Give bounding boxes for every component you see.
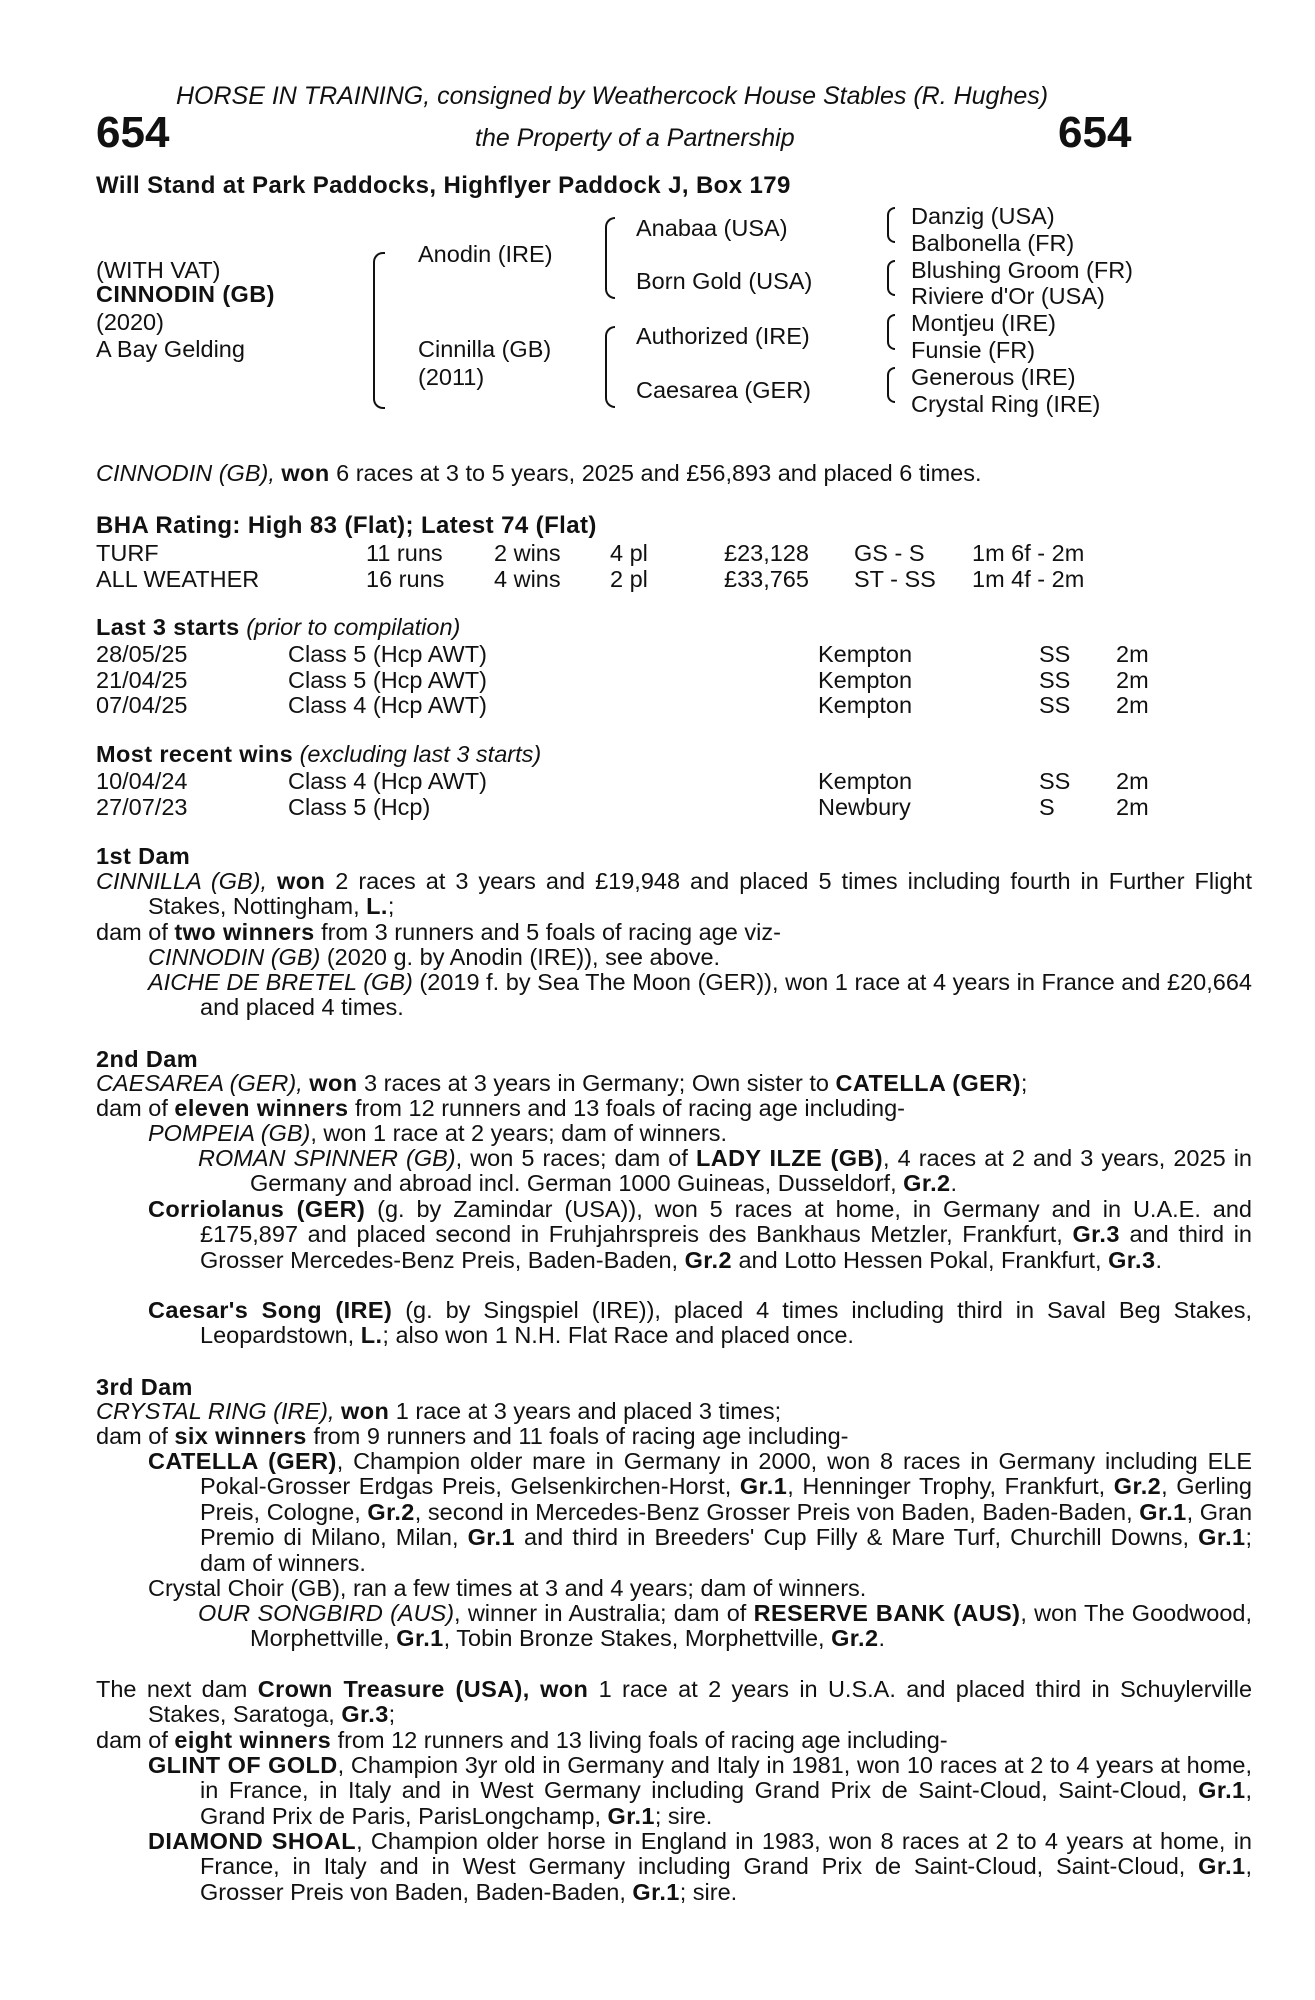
dam3-crystal-choir: Crystal Choir (GB), ran a few times at 3 and 4 years; dam of winners. [148,1575,867,1601]
dam1-progeny-1: CINNODIN (GB) (2020 g. by Anodin (IRE)), see above. [148,944,721,970]
bha-rating: BHA Rating: High 83 (Flat); Latest 74 (Flat) [96,512,597,539]
vat-label: (WITH VAT) [96,257,221,283]
last3-row-course: Kempton [818,692,913,718]
dam1-progeny-2: AICHE DE BRETEL (GB) (2019 f. by Sea The Moon (GER)), won 1 race at 4 years in France and £20,664 and placed 4 times. [148,969,1252,1021]
dam2-corriolanus: Corriolanus (GER) (g. by Zamindar (USA)), won 5 races at home, in Germany and in U.A.E. and £175,897 and placed second in Fruhjahrspreis des Bankhaus Metzler, Frankfurt, Gr.3 and third in Grosser Mercedes-Benz Preis, Baden-Baden, Gr.2 and Lotto Hessen Pokal, Frankfurt, Gr.3. [148,1196,1253,1273]
recent-row-dist: 2m [1116,793,1149,820]
brace-g4 [887,367,895,403]
dam3-our-songbird: OUR SONGBIRD (AUS), winner in Australia; dam of RESERVE BANK (AUS), won The Goodwood, Morphettville, Gr.1, Tobin Bronze Stakes, Morphettville, Gr.2. [198,1600,1252,1652]
last3-row-dist: 2m [1116,666,1149,693]
last3-row-cls: Class 5 (Hcp AWT) [288,666,487,693]
stable-location: Will Stand at Park Paddocks, Highflyer Paddock J, Box 179 [96,172,791,199]
last3-row-date: 28/05/25 [96,641,188,667]
recent-row-date: 27/07/23 [96,793,188,820]
dam1-record: CINNILLA (GB), won 2 races at 3 years and £19,948 and placed 5 times including fourth in Further Flight Stakes, Nottingham, L.; [96,868,1253,920]
gen3-7: Generous (IRE) [911,364,1076,390]
dam2-pompeia: POMPEIA (GB), won 1 race at 2 years; dam of winners. [148,1120,728,1146]
rating-row-money: £33,765 [724,565,809,592]
last3-row-course: Kempton [818,641,913,667]
last3-row-cls: Class 5 (Hcp AWT) [288,641,487,667]
recent-row-cls: Class 4 (Hcp AWT) [288,768,487,794]
last3-heading: Last 3 starts (prior to compilation) [96,614,461,640]
recent-row-going: S [1039,793,1055,820]
next-dam-record: The next dam Crown Treasure (USA), won 1 race at 2 years in U.S.A. and placed third in Schuylerville Stakes, Saratoga, Gr.3; [96,1676,1253,1728]
brace-g1 [887,207,895,243]
brace-gen1 [373,252,385,409]
recent-heading: Most recent wins (excluding last 3 starts) [96,741,542,767]
last3-row-course: Kempton [818,666,913,693]
dam2-record: CAESAREA (GER), won 3 races at 3 years in Germany; Own sister to CATELLA (GER); [96,1070,1028,1096]
dam: Cinnilla (GB) [418,336,552,362]
rating-row-distance: 1m 6f - 2m [972,540,1085,566]
rating-row-runs: 11 runs [366,540,443,566]
rating-row-placed: 4 pl [610,540,648,566]
gen3-8: Crystal Ring (IRE) [911,391,1101,417]
brace-g3 [887,314,895,350]
rating-row-distance: 1m 4f - 2m [972,565,1085,592]
rating-row-surface: ALL WEATHER [96,565,260,592]
rating-row-placed: 2 pl [610,565,648,592]
dam3-catella: CATELLA (GER), Champion older mare in Germany in 2000, won 8 races in Germany including ELE Pokal-Grosser Erdgas Preis, Gelsenkirchen-Horst, Gr.1, Henninger Trophy, Frankfurt, Gr.2, Gerling Preis, Cologne, Gr.2, second in Mercedes-Benz Grosser Preis von Baden, Baden-Baden, Gr.1, Gran Premio di Milano, Milan, Gr.1 and third in Breeders' Cup Filly & Mare Turf, Churchill Downs, Gr.1; dam of winners. [148,1448,1253,1576]
dam-dam: Caesarea (GER) [636,377,811,403]
horse-description: A Bay Gelding [96,336,245,362]
sire-sire: Anabaa (USA) [636,215,788,241]
gen3-3: Blushing Groom (FR) [911,257,1133,283]
horse-year: (2020) [96,309,164,335]
next-dam-diamond-shoal: DIAMOND SHOAL, Champion older horse in England in 1983, won 8 races at 2 to 4 years at home, in France, in Italy and in West Germany including Grand Prix de Saint-Cloud, Saint-Cloud, Gr.1, Grosser Preis von Baden, Baden-Baden, Gr.1; sire. [148,1828,1252,1905]
brace-g2 [887,260,895,296]
dam-sire: Authorized (IRE) [636,323,810,349]
last3-row-going: SS [1039,641,1071,667]
brace-dam [605,326,615,408]
dam2-produce: dam of eleven winners from 12 runners and 13 foals of racing age including- [96,1095,905,1121]
gen3-4: Riviere d'Or (USA) [911,283,1105,309]
rating-row-wins: 2 wins [494,540,561,566]
dam2-roman-spinner: ROMAN SPINNER (GB), won 5 races; dam of LADY ILZE (GB), 4 races at 2 and 3 years, 2025 in Germany and abroad incl. German 1000 Guineas, Dusseldorf, Gr.2. [198,1145,1252,1197]
recent-row-cls: Class 5 (Hcp) [288,793,431,820]
sire-dam: Born Gold (USA) [636,268,813,294]
last3-row-going: SS [1039,692,1071,718]
rating-row-wins: 4 wins [494,565,561,592]
next-dam-glint-of-gold: GLINT OF GOLD, Champion 3yr old in Germany and Italy in 1981, won 10 races at 2 to 4 years at home, in France, in Italy and in West Germany including Grand Prix de Saint-Cloud, Saint-Cloud, Gr.1, Grand Prix de Paris, ParisLongchamp, Gr.1; sire. [148,1752,1252,1829]
consignment-title: HORSE IN TRAINING, consigned by Weathercock House Stables (R. Hughes) [176,82,1049,110]
rating-row-going: GS - S [854,540,925,566]
last3-row-date: 21/04/25 [96,666,188,693]
last3-row-date: 07/04/25 [96,692,188,718]
last3-row-dist: 2m [1116,641,1149,667]
rating-row-money: £23,128 [724,540,809,566]
recent-row-dist: 2m [1116,768,1149,794]
rating-row-surface: TURF [96,540,159,566]
dam1-heading: 1st Dam [96,843,191,869]
gen3-1: Danzig (USA) [911,203,1055,229]
recent-row-course: Newbury [818,793,911,820]
sire: Anodin (IRE) [418,241,553,267]
horse-name: CINNODIN (GB) [96,281,275,307]
gen3-6: Funsie (FR) [911,337,1036,363]
dam2-caesars-song: Caesar's Song (IRE) (g. by Singspiel (IRE)), placed 4 times including third in Saval Beg Stakes, Leopardstown, L.; also won 1 N.H. Flat Race and placed once. [148,1297,1253,1349]
recent-row-course: Kempton [818,768,913,794]
rating-row-going: ST - SS [854,565,936,592]
property-line: the Property of a Partnership [475,124,795,152]
brace-sire [605,217,615,299]
last3-row-cls: Class 4 (Hcp AWT) [288,692,487,718]
lot-number-left: 654 [96,108,170,157]
lot-number-right: 654 [1058,108,1132,157]
next-dam-produce: dam of eight winners from 12 runners and 13 living foals of racing age including- [96,1727,948,1753]
recent-row-date: 10/04/24 [96,768,188,794]
dam-year: (2011) [418,364,485,390]
race-summary: CINNODIN (GB), won 6 races at 3 to 5 years, 2025 and £56,893 and placed 6 times. [96,460,982,486]
gen3-5: Montjeu (IRE) [911,310,1056,336]
dam3-produce: dam of six winners from 9 runners and 11 foals of racing age including- [96,1423,849,1449]
rating-row-runs: 16 runs [366,565,445,592]
dam1-produce: dam of two winners from 3 runners and 5 foals of racing age viz- [96,919,781,945]
gen3-2: Balbonella (FR) [911,230,1075,256]
dam3-record: CRYSTAL RING (IRE), won 1 race at 3 years and placed 3 times; [96,1398,782,1424]
dam3-heading: 3rd Dam [96,1374,193,1400]
recent-row-going: SS [1039,768,1071,794]
last3-row-dist: 2m [1116,692,1149,718]
last3-row-going: SS [1039,666,1071,693]
dam2-heading: 2nd Dam [96,1046,199,1072]
